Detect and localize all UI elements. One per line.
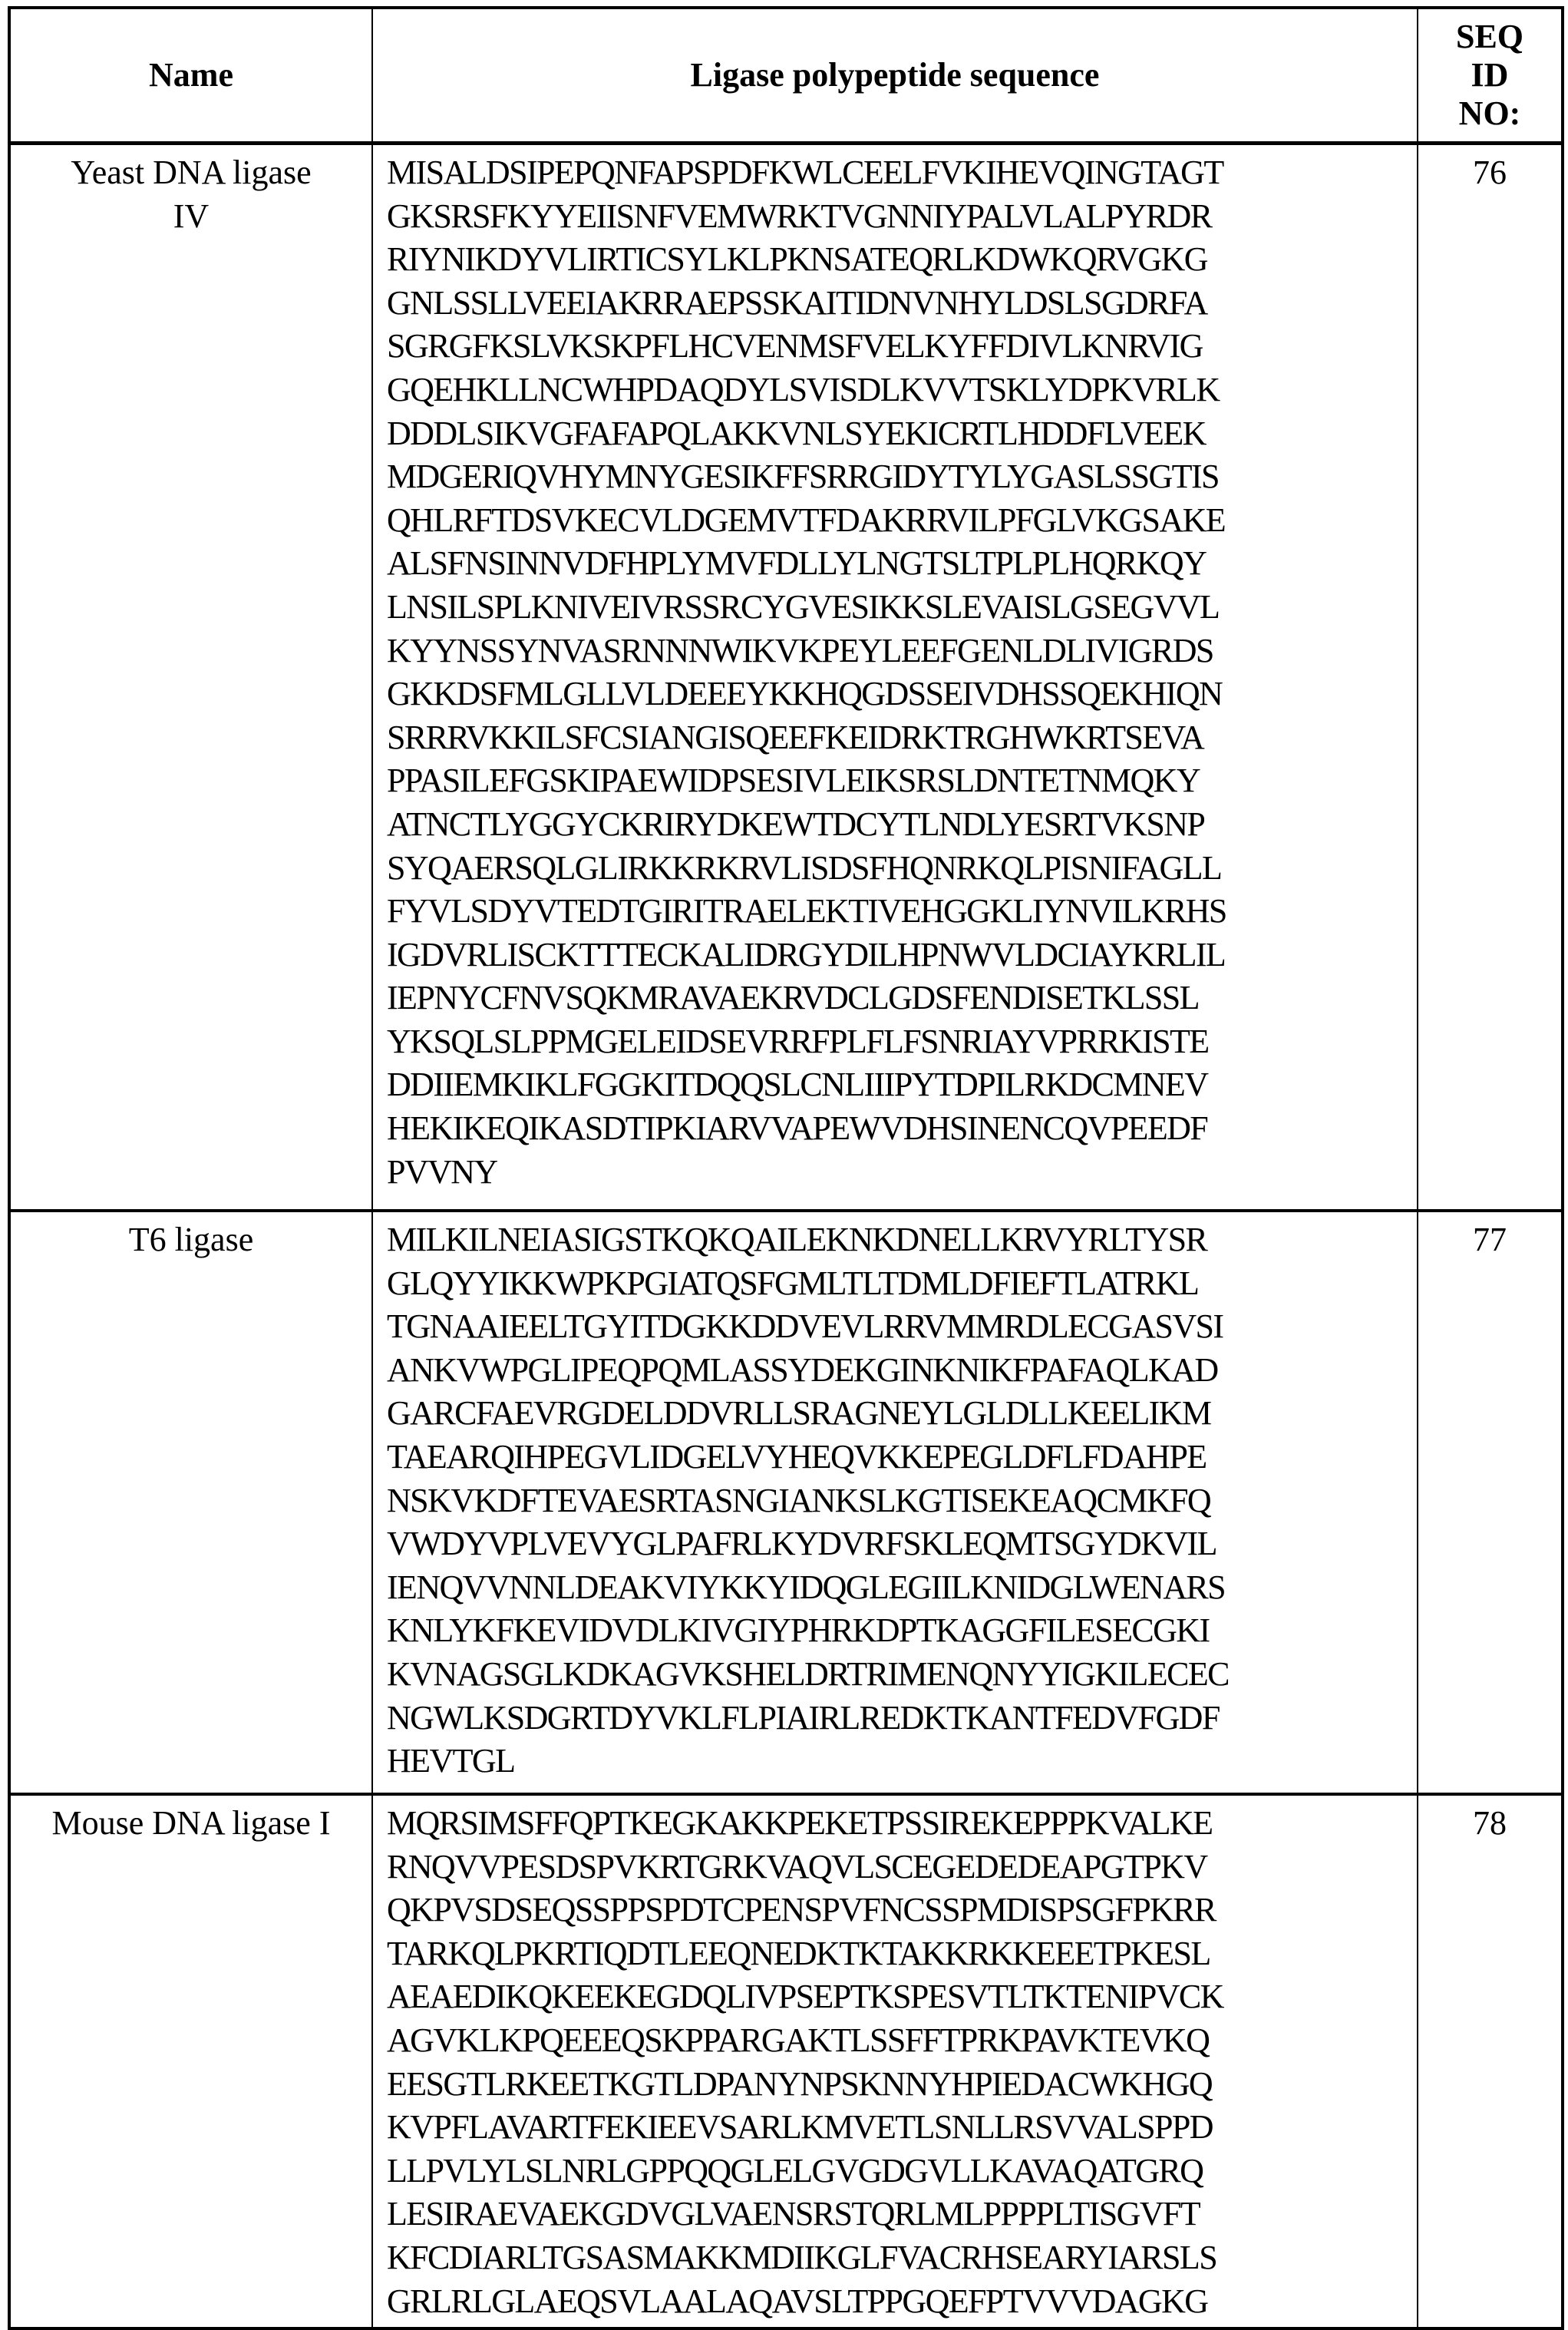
- ligase-name-line: Mouse DNA ligase I: [11, 1802, 371, 1846]
- sequence-line: RIYNIKDYVLIRTICSYLKLPKNSATEQRLKDWKQRVGKG: [387, 238, 1417, 282]
- sequence-line: LESIRAEVAEKGDVGLVAENSRSTQRLMLPPPPLTISGVFT: [387, 2193, 1417, 2236]
- sequence-line: KFCDIARLTGSASMAKKMDIIKGLFVACRHSEARYIARSLS: [387, 2236, 1417, 2280]
- sequence-line: KVPFLAVARTFEKIEEVSARLKMVETLSNLLRSVVALSPPD: [387, 2106, 1417, 2150]
- sequence-line: QKPVSDSEQSSPPSPDTCPENSPVFNCSSPMDISPSGFPKRR: [387, 1889, 1417, 1932]
- sequence-line: TAEARQIHPEGVLIDGELVYHEQVKKEPEGLDFLFDAHPE: [387, 1436, 1417, 1479]
- sequence-line: HEKIKEQIKASDTIPKIARVVAPEWVDHSINENCQVPEEDF: [387, 1107, 1417, 1151]
- sequence-line: EESGTLRKEETKGTLDPANYNPSKNNYHPIEDACWKHGQ: [387, 2063, 1417, 2107]
- sequence-line: GQEHKLLNCWHPDAQDYLSVISDLKVVTSKLYDPKVRLK: [387, 369, 1417, 412]
- sequence-line: SGRGFKSLVKSKPFLHCVENMSFVELKYFFDIVLKNRVIG: [387, 325, 1417, 369]
- sequence-line: GKKDSFMLGLLVLDEEEYKKHQGDSSEIVDHSSQEKHIQN: [387, 673, 1417, 716]
- ligase-name-cell: [9, 144, 372, 1211]
- sequence-line: FYVLSDYVTEDTGIRITRAELEKTIVEHGGKLIYNVILKRHS: [387, 890, 1417, 934]
- seq-id-cell: 76: [1418, 144, 1563, 1211]
- header-row: [9, 8, 1563, 144]
- sequence-line: GNLSSLLVEEIAKRRAEPSSKAITIDNVNHYLDSLSGDRFA: [387, 282, 1417, 326]
- sequence-line: QHLRFTDSVKECVLDGEMVTFDAKRRVILPFGLVKGSAKE: [387, 499, 1417, 543]
- ligase-sequence-table: [8, 6, 1564, 2330]
- sequence-line: IGDVRLISCKTTTECKALIDRGYDILHPNWVLDCIAYKRLIL: [387, 934, 1417, 977]
- sequence-line: DDDLSIKVGFAFAPQLAKKVNLSYEKICRTLHDDFLVEEK: [387, 412, 1417, 456]
- sequence-line: GLQYYIKKWPKPGIATQSFGMLTLTDMLDFIEFTLATRKL: [387, 1262, 1417, 1306]
- header-name: Name: [9, 8, 372, 144]
- sequence-cell: [372, 1211, 1418, 1794]
- sequence-line: PVVNY: [387, 1151, 1417, 1195]
- ligase-name-line: T6 ligase: [11, 1218, 371, 1262]
- sequence-line: ATNCTLYGGYCKRIRYDKEWTDCYTLNDLYESRTVKSNP: [387, 803, 1417, 847]
- sequence-line: TGNAAIEELTGYITDGKKDDVEVLRRVMMRDLECGASVSI: [387, 1305, 1417, 1349]
- header-seq-id-line: NO:: [1418, 94, 1561, 133]
- sequence-line: VWDYVPLVEVYGLPAFRLKYDVRFSKLEQMTSGYDKVIL: [387, 1522, 1417, 1566]
- sequence-line: GKSRSFKYYEIISNFVEMWRKTVGNNIYPALVLALPYRDR: [387, 195, 1417, 239]
- ligase-name-line: Yeast DNA ligase: [11, 151, 371, 195]
- sequence-line: DDIIEMKIKLFGGKITDQQSLCNLIIIPYTDPILRKDCMNEV: [387, 1063, 1417, 1107]
- sequence-cell: [372, 144, 1418, 1211]
- sequence-line: IENQVVNNLDEAKVIYKKYIDQGLEGIILKNIDGLWENARS: [387, 1566, 1417, 1610]
- table-row: [9, 144, 1563, 1211]
- sequence-line: MISALDSIPEPQNFAPSPDFKWLCEELFVKIHEVQINGTAGT: [387, 151, 1417, 195]
- sequence-line: TARKQLPKRTIQDTLEEQNEDKTKTAKKRKKEEETPKESL: [387, 1932, 1417, 1976]
- ligase-name-line: IV: [11, 195, 371, 239]
- sequence-line: KYYNSSYNVASRNNNWIKVKPEYLEEFGENLDLIVIGRDS: [387, 630, 1417, 673]
- sequence-line: ALSFNSINNVDFHPLYMVFDLLYLNGTSLTPLPLHQRKQY: [387, 542, 1417, 586]
- sequence-line: LNSILSPLKNIVEIVRSSRCYGVESIKKSLEVAISLGSEGVVL: [387, 586, 1417, 630]
- sequence-line: NSKVKDFTEVAESRTASNGIANKSLKGTISEKEAQCMKFQ: [387, 1479, 1417, 1523]
- sequence-line: MQRSIMSFFQPTKEGKAKKPEKETPSSIREKEPPPKVALKE: [387, 1802, 1417, 1846]
- seq-id-cell: 77: [1418, 1211, 1563, 1794]
- sequence-line: HEVTGL: [387, 1740, 1417, 1783]
- sequence-line: LLPVLYLSLNRLGPPQQGLELGVGDGVLLKAVAQATGRQ: [387, 2150, 1417, 2193]
- sequence-line: MDGERIQVHYMNYGESIKFFSRRGIDYTYLYGASLSSGTIS: [387, 455, 1417, 499]
- ligase-name-cell: [9, 1211, 372, 1794]
- sequence-line: KVNAGSGLKDKAGVKSHELDRTRIMENQNYYIGKILECEC: [387, 1653, 1417, 1697]
- sequence-line: PPASILEFGSKIPAEWIDPSESIVLEIKSRSLDNTETNMQKY: [387, 759, 1417, 803]
- sequence-line: KNLYKFKEVIDVDLKIVGIYPHRKDPTKAGGFILESECGKI: [387, 1609, 1417, 1653]
- sequence-line: SYQAERSQLGLIRKKRKRVLISDSFHQNRKQLPISNIFAGLL: [387, 847, 1417, 891]
- sequence-line: NGWLKSDGRTDYVKLFLPIAIRLREDKTKANTFEDVFGDF: [387, 1697, 1417, 1740]
- sequence-line: MILKILNEIASIGSTKQKQAILEKNKDNELLKRVYRLTYSR: [387, 1218, 1417, 1262]
- seq-id-cell: 78: [1418, 1794, 1563, 2328]
- ligase-name-cell: [9, 1794, 372, 2328]
- header-seq-id-line: SEQ: [1418, 18, 1561, 56]
- sequence-line: IEPNYCFNVSQKMRAVAEKRVDCLGDSFENDISETKLSSL: [387, 977, 1417, 1020]
- sequence-line: GARCFAEVRGDELDDVRLLSRAGNEYLGLDLLKEELIKM: [387, 1392, 1417, 1436]
- sequence-line: YKSQLSLPPMGELEIDSEVRRFPLFLFSNRIAYVPRRKISTE: [387, 1020, 1417, 1064]
- sequence-line: SRRRVKKILSFCSIANGISQEEFKEIDRKTRGHWKRTSEVA: [387, 716, 1417, 760]
- sequence-cell: [372, 1794, 1418, 2328]
- table-row: [9, 1794, 1563, 2328]
- sequence-line: AEAEDIKQKEEKEGDQLIVPSEPTKSPESVTLTKTENIPVCK: [387, 1975, 1417, 2019]
- header-seq-id-line: ID: [1418, 56, 1561, 94]
- header-sequence: Ligase polypeptide sequence: [372, 8, 1418, 144]
- sequence-line: AGVKLKPQEEEQSKPPARGAKTLSSFFTPRKPAVKTEVKQ: [387, 2019, 1417, 2063]
- table-row: [9, 1211, 1563, 1794]
- sequence-line: RNQVVPESDSPVKRTGRKVAQVLSCEGEDEDEAPGTPKV: [387, 1846, 1417, 1889]
- sequence-line: ANKVWPGLIPEQPQMLASSYDEKGINKNIKFPAFAQLKAD: [387, 1349, 1417, 1393]
- sequence-line: GRLRLGLAEQSVLAALAQAVSLTPPGQEFPTVVVDAGKG: [387, 2280, 1417, 2324]
- header-seq-id: [1418, 8, 1563, 144]
